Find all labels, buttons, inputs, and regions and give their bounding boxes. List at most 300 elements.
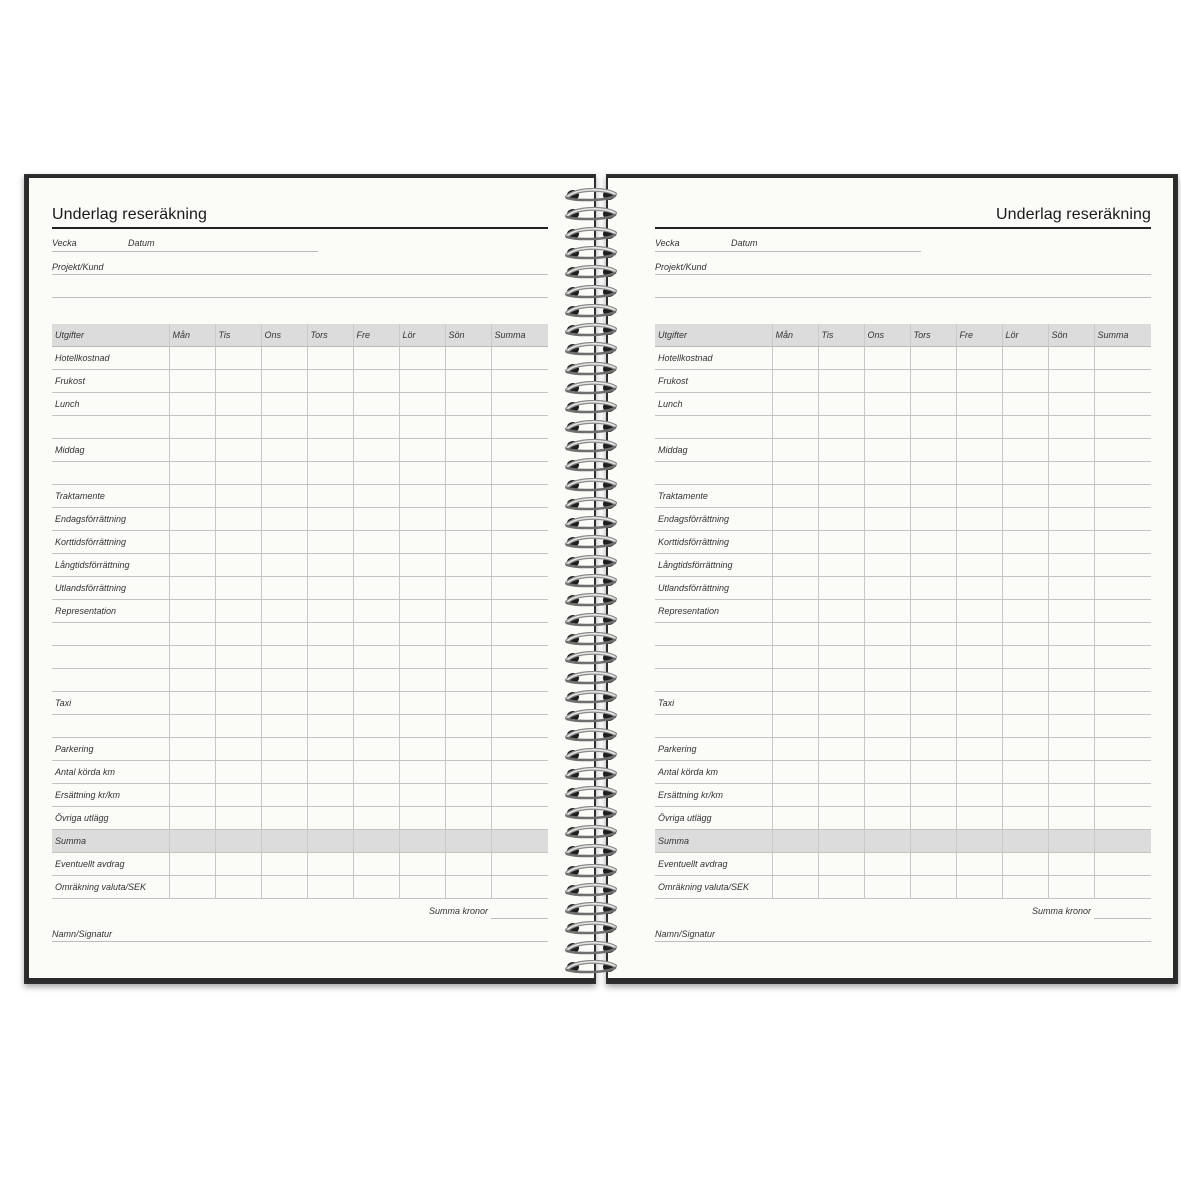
entry-cell[interactable]	[215, 600, 261, 623]
entry-cell[interactable]	[818, 393, 864, 416]
entry-cell[interactable]	[491, 347, 548, 370]
entry-cell[interactable]	[1048, 623, 1094, 646]
entry-cell[interactable]	[307, 531, 353, 554]
entry-cell[interactable]	[910, 554, 956, 577]
entry-cell[interactable]	[1002, 485, 1048, 508]
entry-cell[interactable]	[445, 784, 491, 807]
namn-signatur-line[interactable]	[655, 941, 1151, 942]
entry-cell[interactable]	[1094, 370, 1151, 393]
entry-cell[interactable]	[1094, 669, 1151, 692]
entry-cell[interactable]	[772, 853, 818, 876]
entry-cell[interactable]	[353, 876, 399, 899]
entry-cell[interactable]	[445, 715, 491, 738]
entry-cell[interactable]	[910, 876, 956, 899]
entry-cell[interactable]	[307, 508, 353, 531]
entry-cell[interactable]	[399, 508, 445, 531]
entry-cell[interactable]	[818, 876, 864, 899]
entry-cell[interactable]	[1094, 715, 1151, 738]
entry-cell[interactable]	[169, 784, 215, 807]
entry-cell[interactable]	[261, 784, 307, 807]
entry-cell[interactable]	[491, 623, 548, 646]
entry-cell[interactable]	[1048, 462, 1094, 485]
entry-cell[interactable]	[169, 347, 215, 370]
entry-cell[interactable]	[1002, 761, 1048, 784]
entry-cell[interactable]	[910, 485, 956, 508]
entry-cell[interactable]	[864, 807, 910, 830]
entry-cell[interactable]	[1094, 623, 1151, 646]
entry-cell[interactable]	[772, 715, 818, 738]
entry-cell[interactable]	[956, 347, 1002, 370]
entry-cell[interactable]	[1048, 577, 1094, 600]
entry-cell[interactable]	[215, 508, 261, 531]
entry-cell[interactable]	[353, 830, 399, 853]
entry-cell[interactable]	[818, 600, 864, 623]
entry-cell[interactable]	[353, 347, 399, 370]
entry-cell[interactable]	[261, 462, 307, 485]
entry-cell[interactable]	[399, 646, 445, 669]
entry-cell[interactable]	[399, 715, 445, 738]
entry-cell[interactable]	[307, 830, 353, 853]
entry-cell[interactable]	[910, 784, 956, 807]
entry-cell[interactable]	[1094, 347, 1151, 370]
entry-cell[interactable]	[169, 830, 215, 853]
entry-cell[interactable]	[864, 738, 910, 761]
entry-cell[interactable]	[261, 830, 307, 853]
entry-cell[interactable]	[1002, 347, 1048, 370]
entry-cell[interactable]	[399, 393, 445, 416]
entry-cell[interactable]	[956, 531, 1002, 554]
entry-cell[interactable]	[864, 554, 910, 577]
entry-cell[interactable]	[1048, 508, 1094, 531]
entry-cell[interactable]	[864, 508, 910, 531]
entry-cell[interactable]	[1094, 508, 1151, 531]
entry-cell[interactable]	[910, 646, 956, 669]
entry-cell[interactable]	[1002, 393, 1048, 416]
entry-cell[interactable]	[445, 508, 491, 531]
entry-cell[interactable]	[818, 830, 864, 853]
entry-cell[interactable]	[1094, 485, 1151, 508]
entry-cell[interactable]	[261, 738, 307, 761]
entry-cell[interactable]	[445, 761, 491, 784]
entry-cell[interactable]	[307, 876, 353, 899]
entry-cell[interactable]	[445, 416, 491, 439]
entry-cell[interactable]	[399, 577, 445, 600]
entry-cell[interactable]	[353, 807, 399, 830]
entry-cell[interactable]	[169, 416, 215, 439]
entry-cell[interactable]	[956, 600, 1002, 623]
entry-cell[interactable]	[956, 393, 1002, 416]
entry-cell[interactable]	[772, 577, 818, 600]
entry-cell[interactable]	[215, 393, 261, 416]
entry-cell[interactable]	[353, 669, 399, 692]
entry-cell[interactable]	[772, 462, 818, 485]
entry-cell[interactable]	[491, 393, 548, 416]
entry-cell[interactable]	[491, 600, 548, 623]
entry-cell[interactable]	[956, 370, 1002, 393]
entry-cell[interactable]	[772, 439, 818, 462]
entry-cell[interactable]	[818, 554, 864, 577]
entry-cell[interactable]	[399, 439, 445, 462]
entry-cell[interactable]	[261, 876, 307, 899]
entry-cell[interactable]	[1002, 462, 1048, 485]
entry-cell[interactable]	[491, 738, 548, 761]
entry-cell[interactable]	[772, 531, 818, 554]
entry-cell[interactable]	[215, 485, 261, 508]
entry-cell[interactable]	[772, 600, 818, 623]
entry-cell[interactable]	[1002, 715, 1048, 738]
entry-cell[interactable]	[169, 485, 215, 508]
entry-cell[interactable]	[1094, 439, 1151, 462]
entry-cell[interactable]	[261, 370, 307, 393]
entry-cell[interactable]	[399, 347, 445, 370]
entry-cell[interactable]	[1094, 577, 1151, 600]
entry-cell[interactable]	[307, 761, 353, 784]
entry-cell[interactable]	[215, 853, 261, 876]
entry-cell[interactable]	[353, 370, 399, 393]
entry-cell[interactable]	[261, 416, 307, 439]
entry-cell[interactable]	[491, 531, 548, 554]
entry-cell[interactable]	[491, 807, 548, 830]
entry-cell[interactable]	[399, 485, 445, 508]
entry-cell[interactable]	[1002, 600, 1048, 623]
entry-cell[interactable]	[1048, 347, 1094, 370]
entry-cell[interactable]	[1094, 761, 1151, 784]
entry-cell[interactable]	[353, 738, 399, 761]
entry-cell[interactable]	[864, 646, 910, 669]
entry-cell[interactable]	[956, 853, 1002, 876]
entry-cell[interactable]	[169, 554, 215, 577]
entry-cell[interactable]	[169, 370, 215, 393]
entry-cell[interactable]	[956, 577, 1002, 600]
entry-cell[interactable]	[307, 784, 353, 807]
entry-cell[interactable]	[910, 508, 956, 531]
entry-cell[interactable]	[910, 439, 956, 462]
entry-cell[interactable]	[399, 807, 445, 830]
entry-cell[interactable]	[399, 853, 445, 876]
entry-cell[interactable]	[818, 853, 864, 876]
entry-cell[interactable]	[1002, 554, 1048, 577]
entry-cell[interactable]	[215, 738, 261, 761]
entry-cell[interactable]	[772, 393, 818, 416]
entry-cell[interactable]	[818, 692, 864, 715]
entry-cell[interactable]	[956, 761, 1002, 784]
entry-cell[interactable]	[1094, 738, 1151, 761]
entry-cell[interactable]	[864, 370, 910, 393]
entry-cell[interactable]	[399, 761, 445, 784]
entry-cell[interactable]	[215, 370, 261, 393]
entry-cell[interactable]	[445, 876, 491, 899]
entry-cell[interactable]	[910, 623, 956, 646]
entry-cell[interactable]	[1094, 876, 1151, 899]
entry-cell[interactable]	[491, 370, 548, 393]
entry-cell[interactable]	[956, 508, 1002, 531]
entry-cell[interactable]	[445, 623, 491, 646]
entry-cell[interactable]	[864, 347, 910, 370]
entry-cell[interactable]	[215, 669, 261, 692]
entry-cell[interactable]	[818, 807, 864, 830]
entry-cell[interactable]	[910, 600, 956, 623]
entry-cell[interactable]	[261, 485, 307, 508]
entry-cell[interactable]	[445, 393, 491, 416]
entry-cell[interactable]	[353, 462, 399, 485]
entry-cell[interactable]	[1048, 393, 1094, 416]
entry-cell[interactable]	[818, 531, 864, 554]
entry-cell[interactable]	[818, 738, 864, 761]
entry-cell[interactable]	[1048, 370, 1094, 393]
entry-cell[interactable]	[772, 485, 818, 508]
entry-cell[interactable]	[910, 462, 956, 485]
entry-cell[interactable]	[491, 830, 548, 853]
entry-cell[interactable]	[818, 623, 864, 646]
entry-cell[interactable]	[215, 807, 261, 830]
entry-cell[interactable]	[956, 784, 1002, 807]
entry-cell[interactable]	[910, 738, 956, 761]
entry-cell[interactable]	[261, 761, 307, 784]
entry-cell[interactable]	[399, 738, 445, 761]
entry-cell[interactable]	[1048, 784, 1094, 807]
projekt-line[interactable]	[655, 274, 1151, 275]
entry-cell[interactable]	[169, 623, 215, 646]
entry-cell[interactable]	[491, 485, 548, 508]
entry-cell[interactable]	[399, 531, 445, 554]
entry-cell[interactable]	[307, 577, 353, 600]
entry-cell[interactable]	[956, 876, 1002, 899]
entry-cell[interactable]	[956, 715, 1002, 738]
entry-cell[interactable]	[818, 508, 864, 531]
entry-cell[interactable]	[1002, 784, 1048, 807]
entry-cell[interactable]	[353, 508, 399, 531]
entry-cell[interactable]	[864, 485, 910, 508]
entry-cell[interactable]	[1094, 830, 1151, 853]
entry-cell[interactable]	[169, 876, 215, 899]
entry-cell[interactable]	[1048, 715, 1094, 738]
entry-cell[interactable]	[215, 347, 261, 370]
entry-cell[interactable]	[956, 462, 1002, 485]
entry-cell[interactable]	[353, 715, 399, 738]
entry-cell[interactable]	[1002, 669, 1048, 692]
entry-cell[interactable]	[169, 600, 215, 623]
entry-cell[interactable]	[910, 577, 956, 600]
entry-cell[interactable]	[1094, 393, 1151, 416]
entry-cell[interactable]	[818, 669, 864, 692]
entry-cell[interactable]	[261, 692, 307, 715]
entry-cell[interactable]	[864, 830, 910, 853]
entry-cell[interactable]	[399, 370, 445, 393]
entry-cell[interactable]	[215, 715, 261, 738]
entry-cell[interactable]	[445, 830, 491, 853]
entry-cell[interactable]	[491, 462, 548, 485]
entry-cell[interactable]	[215, 416, 261, 439]
entry-cell[interactable]	[864, 715, 910, 738]
entry-cell[interactable]	[307, 692, 353, 715]
entry-cell[interactable]	[956, 554, 1002, 577]
entry-cell[interactable]	[261, 600, 307, 623]
entry-cell[interactable]	[956, 830, 1002, 853]
entry-cell[interactable]	[491, 554, 548, 577]
entry-cell[interactable]	[818, 715, 864, 738]
entry-cell[interactable]	[399, 669, 445, 692]
entry-cell[interactable]	[772, 761, 818, 784]
entry-cell[interactable]	[818, 416, 864, 439]
entry-cell[interactable]	[818, 577, 864, 600]
entry-cell[interactable]	[169, 715, 215, 738]
entry-cell[interactable]	[169, 646, 215, 669]
entry-cell[interactable]	[353, 692, 399, 715]
entry-cell[interactable]	[1002, 416, 1048, 439]
entry-cell[interactable]	[261, 715, 307, 738]
entry-cell[interactable]	[956, 669, 1002, 692]
entry-cell[interactable]	[1002, 853, 1048, 876]
entry-cell[interactable]	[353, 485, 399, 508]
entry-cell[interactable]	[1048, 669, 1094, 692]
entry-cell[interactable]	[445, 738, 491, 761]
entry-cell[interactable]	[261, 807, 307, 830]
entry-cell[interactable]	[261, 439, 307, 462]
entry-cell[interactable]	[956, 485, 1002, 508]
entry-cell[interactable]	[1094, 646, 1151, 669]
entry-cell[interactable]	[399, 600, 445, 623]
entry-cell[interactable]	[910, 830, 956, 853]
entry-cell[interactable]	[399, 692, 445, 715]
entry-cell[interactable]	[215, 876, 261, 899]
entry-cell[interactable]	[864, 393, 910, 416]
projekt-line-2[interactable]	[52, 297, 548, 298]
entry-cell[interactable]	[261, 508, 307, 531]
entry-cell[interactable]	[910, 853, 956, 876]
entry-cell[interactable]	[307, 485, 353, 508]
vecka-datum-line[interactable]	[52, 251, 318, 252]
entry-cell[interactable]	[772, 623, 818, 646]
entry-cell[interactable]	[491, 761, 548, 784]
entry-cell[interactable]	[1048, 439, 1094, 462]
entry-cell[interactable]	[353, 623, 399, 646]
entry-cell[interactable]	[307, 554, 353, 577]
entry-cell[interactable]	[307, 393, 353, 416]
entry-cell[interactable]	[1002, 646, 1048, 669]
entry-cell[interactable]	[864, 876, 910, 899]
entry-cell[interactable]	[1002, 577, 1048, 600]
entry-cell[interactable]	[1094, 692, 1151, 715]
entry-cell[interactable]	[818, 439, 864, 462]
entry-cell[interactable]	[307, 416, 353, 439]
entry-cell[interactable]	[1048, 554, 1094, 577]
summa-kronor-line[interactable]	[491, 918, 548, 919]
entry-cell[interactable]	[1048, 761, 1094, 784]
entry-cell[interactable]	[445, 462, 491, 485]
entry-cell[interactable]	[1002, 531, 1048, 554]
entry-cell[interactable]	[1048, 738, 1094, 761]
entry-cell[interactable]	[353, 554, 399, 577]
entry-cell[interactable]	[261, 554, 307, 577]
entry-cell[interactable]	[864, 623, 910, 646]
entry-cell[interactable]	[169, 462, 215, 485]
entry-cell[interactable]	[772, 416, 818, 439]
entry-cell[interactable]	[818, 485, 864, 508]
entry-cell[interactable]	[864, 853, 910, 876]
entry-cell[interactable]	[1048, 876, 1094, 899]
entry-cell[interactable]	[445, 347, 491, 370]
entry-cell[interactable]	[864, 761, 910, 784]
entry-cell[interactable]	[491, 669, 548, 692]
entry-cell[interactable]	[1002, 830, 1048, 853]
entry-cell[interactable]	[956, 439, 1002, 462]
entry-cell[interactable]	[491, 692, 548, 715]
entry-cell[interactable]	[818, 370, 864, 393]
entry-cell[interactable]	[169, 531, 215, 554]
entry-cell[interactable]	[772, 370, 818, 393]
entry-cell[interactable]	[307, 853, 353, 876]
entry-cell[interactable]	[1094, 853, 1151, 876]
entry-cell[interactable]	[1048, 485, 1094, 508]
entry-cell[interactable]	[1094, 416, 1151, 439]
vecka-datum-line[interactable]	[655, 251, 921, 252]
entry-cell[interactable]	[772, 554, 818, 577]
entry-cell[interactable]	[445, 692, 491, 715]
entry-cell[interactable]	[1048, 692, 1094, 715]
entry-cell[interactable]	[772, 830, 818, 853]
entry-cell[interactable]	[1002, 439, 1048, 462]
entry-cell[interactable]	[818, 761, 864, 784]
entry-cell[interactable]	[353, 577, 399, 600]
entry-cell[interactable]	[261, 393, 307, 416]
entry-cell[interactable]	[307, 347, 353, 370]
entry-cell[interactable]	[772, 807, 818, 830]
entry-cell[interactable]	[353, 853, 399, 876]
entry-cell[interactable]	[169, 807, 215, 830]
entry-cell[interactable]	[772, 738, 818, 761]
entry-cell[interactable]	[169, 577, 215, 600]
entry-cell[interactable]	[169, 853, 215, 876]
entry-cell[interactable]	[772, 784, 818, 807]
entry-cell[interactable]	[864, 692, 910, 715]
entry-cell[interactable]	[1094, 554, 1151, 577]
entry-cell[interactable]	[1048, 830, 1094, 853]
entry-cell[interactable]	[1002, 623, 1048, 646]
entry-cell[interactable]	[261, 669, 307, 692]
entry-cell[interactable]	[864, 577, 910, 600]
entry-cell[interactable]	[956, 646, 1002, 669]
entry-cell[interactable]	[910, 692, 956, 715]
entry-cell[interactable]	[353, 600, 399, 623]
entry-cell[interactable]	[491, 416, 548, 439]
entry-cell[interactable]	[169, 738, 215, 761]
entry-cell[interactable]	[353, 646, 399, 669]
entry-cell[interactable]	[1002, 738, 1048, 761]
projekt-line-2[interactable]	[655, 297, 1151, 298]
entry-cell[interactable]	[445, 370, 491, 393]
entry-cell[interactable]	[353, 439, 399, 462]
projekt-line[interactable]	[52, 274, 548, 275]
entry-cell[interactable]	[910, 416, 956, 439]
entry-cell[interactable]	[956, 692, 1002, 715]
entry-cell[interactable]	[1048, 807, 1094, 830]
entry-cell[interactable]	[491, 784, 548, 807]
entry-cell[interactable]	[910, 393, 956, 416]
entry-cell[interactable]	[1094, 784, 1151, 807]
entry-cell[interactable]	[956, 416, 1002, 439]
entry-cell[interactable]	[772, 646, 818, 669]
entry-cell[interactable]	[445, 577, 491, 600]
entry-cell[interactable]	[307, 370, 353, 393]
entry-cell[interactable]	[353, 761, 399, 784]
entry-cell[interactable]	[445, 807, 491, 830]
entry-cell[interactable]	[215, 623, 261, 646]
entry-cell[interactable]	[169, 692, 215, 715]
entry-cell[interactable]	[307, 807, 353, 830]
entry-cell[interactable]	[1048, 646, 1094, 669]
entry-cell[interactable]	[215, 646, 261, 669]
entry-cell[interactable]	[491, 439, 548, 462]
